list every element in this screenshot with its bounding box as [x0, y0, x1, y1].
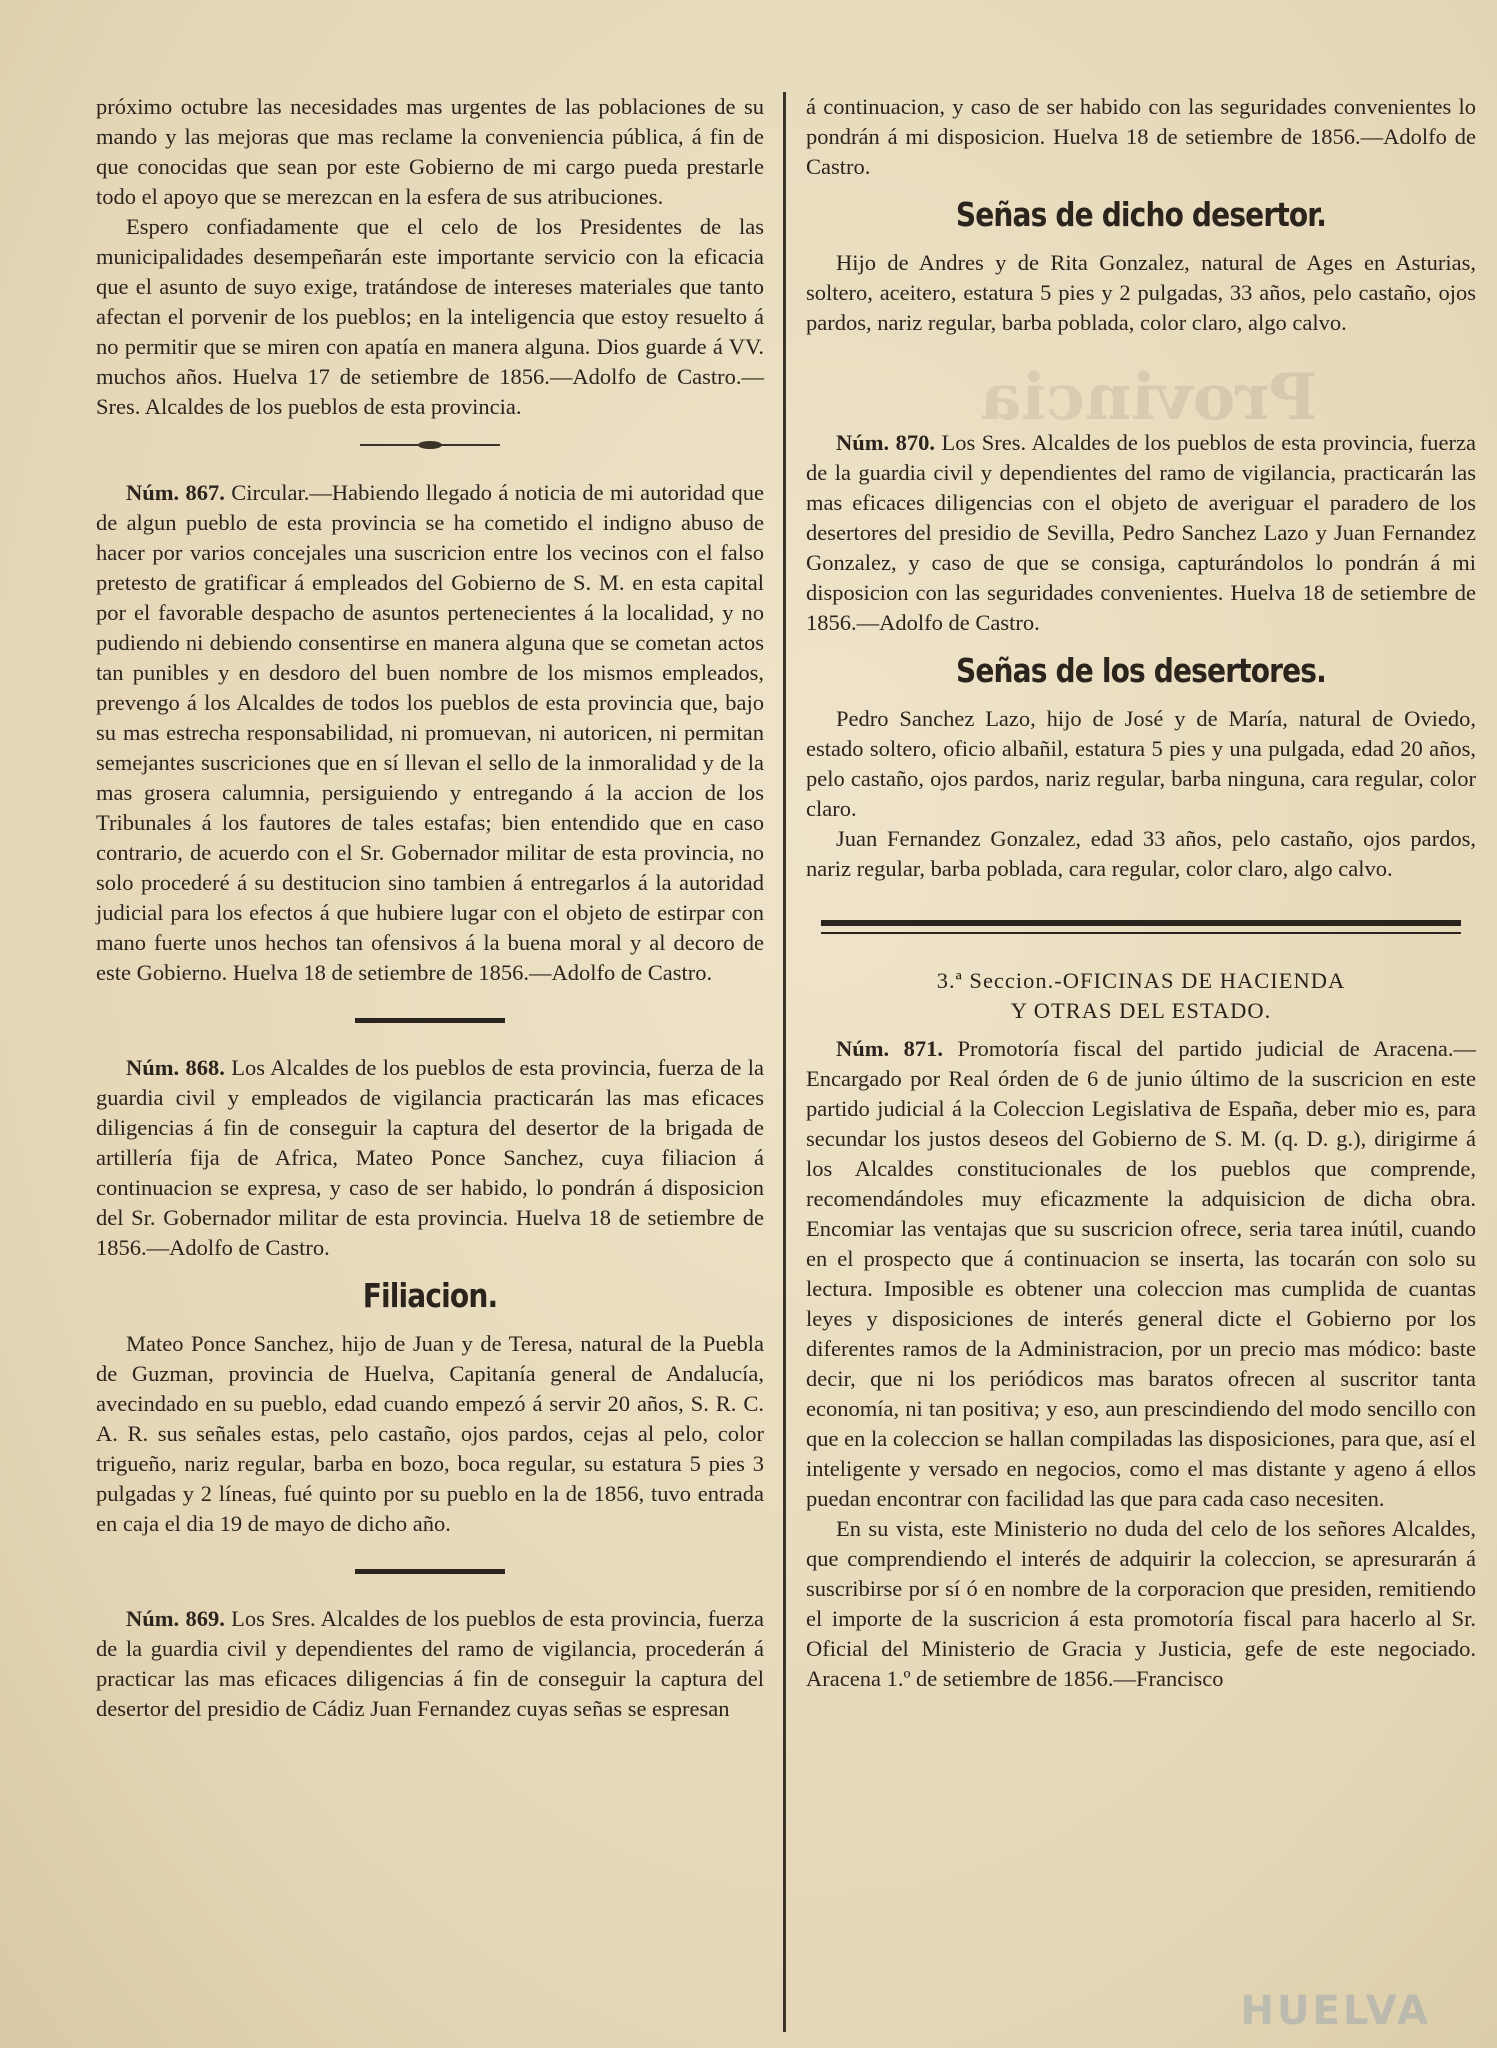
paragraph: próximo octubre las necesidades mas urgentes de las poblaciones de su mando y las mejoras que mas reclame la conveniencia pública, á fin de que conocidas que sean por este Gobierno de mi cargo pueda prestarle todo el apoyo que se merezcan en la esfera de sus atribuciones.: [96, 94, 764, 209]
article-text: Los Sres. Alcaldes de los pueblos de esta provincia, fuerza de la guardia civil y dependientes del ramo de vigilancia, practicarán las mas eficaces diligencias con el objeto de averiguar el paradero de los desertores del presidio de Sevilla, Pedro Sanchez Lazo y Juan Fernandez Gonzalez, y caso de que se consiga, capturándolos lo pondrán á mi disposicion con las seguridades convenientes. Huelva 18 de setiembre de 1856.—Adolfo de Castro.: [806, 430, 1477, 635]
divider-bar: [355, 1018, 505, 1023]
paragraph: Espero confiadamente que el celo de los Presidentes de las municipalidades desempeñarán este importante servicio con la eficacia que el asunto de suyo exige, tratándose de intereses materiales que tanto afectan el porvenir de los pueblos; en la inteligencia que estoy resuelto á no permitir que se miren con apatía en manera alguna. Dios guarde á VV. muchos años. Huelva 17 de setiembre de 1856.—Adolfo de Castro.—Sres. Alcaldes de los pueblos de esta provincia.: [96, 214, 764, 419]
senas-text: Pedro Sanchez Lazo, hijo de José y de María, natural de Oviedo, estado soltero, oficio albañil, estatura 5 pies y una pulgada, edad 20 años, pelo castaño, ojos pardos, nariz regular, barba ninguna, cara regular, color claro.: [806, 706, 1476, 821]
article-870: [806, 428, 1476, 638]
right-column: [806, 92, 1476, 1694]
article-868: [96, 1053, 764, 1263]
article-number: Núm. 868.: [126, 1055, 225, 1080]
article-text: Los Alcaldes de los pueblos de esta provincia, fuerza de la guardia civil y empleados de vigilancia practicarán las mas eficaces diligencias á fin de conseguir la captura del desertor de la brigada de artillería fija de Africa, Mateo Ponce Sanchez, cuya filiacion á continuacion se expresa, y caso de ser habido, lo pondrán á disposicion del Sr. Gobernador militar de esta provincia. Huelva 18 de setiembre de 1856.—Adolfo de Castro.: [96, 1055, 764, 1260]
senas-heading: Señas de dicho desertor.: [955, 195, 1327, 234]
section-rule-thin: [821, 932, 1461, 934]
section-rule-thick: [821, 920, 1461, 926]
filiacion-text: Mateo Ponce Sanchez, hijo de Juan y de Teresa, natural de la Puebla de Guzman, provincia de Huelva, Capitanía general de Andalucía, avecindado en su pueblo, edad cuando empezó á servir 20 años, S. R. C. A. R. sus señales estas, pelo castaño, ojos pardos, cejas al pelo, color trigueño, nariz regular, barba en bozo, boca regular, su estatura 5 pies 3 pulgadas y 2 líneas, fué quinto por su pueblo en la de 1856, tuvo entrada en caja el dia 19 de mayo de dicho año.: [96, 1331, 764, 1536]
left-column: [96, 92, 764, 1724]
article-number: Núm. 870.: [836, 430, 935, 455]
paragraph: En su vista, este Ministerio no duda del celo de los señores Alcaldes, que comprendiendo el interés de adquirir la coleccion, se apresurarán á suscribirse por sí ó en nombre de la corporacion que presiden, remitiendo el importe de la suscricion á esta promotoría fiscal para hacerlo al Sr. Oficial del Ministerio de Gracia y Justicia, gefe de este negociado. Aracena 1.º de setiembre de 1856.—Francisco: [806, 1516, 1476, 1691]
senas-text: Hijo de Andres y de Rita Gonzalez, natural de Ages en Asturias, soltero, aceitero, estatura 5 pies y 2 pulgadas, 33 años, pelo castaño, ojos pardos, nariz regular, barba poblada, color claro, algo calvo.: [806, 250, 1476, 335]
ornament-divider: [360, 440, 500, 450]
article-869: [96, 1604, 764, 1724]
archive-watermark: HUELVA: [1240, 1988, 1431, 2034]
section-subtitle: Y OTRAS DEL ESTADO.: [1010, 998, 1272, 1023]
bleed-through-mark: Provincia: [980, 360, 1318, 435]
paragraph: á continuacion, y caso de ser habido con las seguridades convenientes lo pondrán á mi disposicion. Huelva 18 de setiembre de 1856.—Adolfo de Castro.: [806, 94, 1476, 179]
column-rule: [783, 92, 786, 2032]
article-text: Promotoría fiscal del partido judicial de Aracena.—Encargado por Real órden de 6 de junio último de la suscricion en este partido judicial á la Coleccion Legislativa de España, deber mio es, para secundar los justos deseos del Gobierno de S. M. (q. D. g.), dirigirme á los Alcaldes constitucionales de los pueblos que comprende, recomendándoles muy eficazmente la adquisicion de dicha obra. Encomiar las ventajas que su suscricion ofrece, seria tarea inútil, cuando en el prospecto que á continuacion se inserta, las tocarán con solo su lectura. Imposible es obtener una coleccion mas cumplida de cuantas leyes y disposiciones de interés general dicte el Gobierno por los diferentes ramos de la Administracion, por un precio mas módico: baste decir, que ni los periódicos mas baratos ofrecen al suscritor tanta economía, ni tan positiva; y eso, aun prescindiendo del modo sencillo con que en la coleccion se hallan compiladas las disposiciones, para que, así el inteligente y versado en negocios, como el mas distante y ageno á ellos puedan encontrar con facilidad las que para cada caso necesiten.: [806, 1036, 1477, 1511]
senas-text: Juan Fernandez Gonzalez, edad 33 años, pelo castaño, ojos pardos, nariz regular, barba poblada, cara regular, color claro, algo calvo.: [806, 826, 1476, 881]
article-867: [96, 478, 764, 988]
article-number: Núm. 867.: [126, 480, 225, 505]
article-871: [806, 1034, 1476, 1514]
article-text: Los Sres. Alcaldes de los pueblos de esta provincia, fuerza de la guardia civil y dependientes del ramo de vigilancia, procederán á practicar las mas eficaces diligencias á fin de conseguir la captura del desertor del presidio de Cádiz Juan Fernandez cuyas señas se espresan: [96, 1606, 765, 1721]
senas-desertores-heading: Señas de los desertores.: [956, 651, 1326, 690]
section-title: 3.ª Seccion.-OFICINAS DE HACIENDA: [936, 968, 1346, 993]
article-number: Núm. 871.: [836, 1036, 943, 1061]
article-text: Circular.—Habiendo llegado á noticia de mi autoridad que de algun pueblo de esta provincia se ha cometido el indigno abuso de hacer por varios concejales una suscricion entre los vecinos con el falso pretesto de gratificar á empleados del Gobierno de S. M. en esta capital por el favorable despacho de asuntos pertenecientes á la localidad, y no pudiendo ni debiendo consentirse en manera alguna que se cometan actos tan punibles y en desdoro del buen nombre de los mismos empleados, prevengo á los Alcaldes de todos los pueblos de esta provincia que, bajo su mas estrecha responsabilidad, ni promuevan, ni autoricen, ni permitan semejantes suscriciones que en sí llevan el sello de la inmoralidad y de la mas grosera calumnia, persiguiendo y entregando á la accion de los Tribunales á los fautores de tales estafas; bien entendido que en caso contrario, de acuerdo con el Sr. Gobernador militar de esta provincia, no solo procederé á su destitucion sino tambien á entregarlos á la autoridad judicial para los efectos á que hubiere lugar con el objeto de estirpar con mano fuerte unos hechos tan ofensivos á la buena moral y al decoro de este Gobierno. Huelva 18 de setiembre de 1856.—Adolfo de Castro.: [96, 480, 764, 985]
filiacion-heading: Filiacion.: [362, 1276, 498, 1315]
article-number: Núm. 869.: [126, 1606, 225, 1631]
divider-bar: [355, 1569, 505, 1574]
